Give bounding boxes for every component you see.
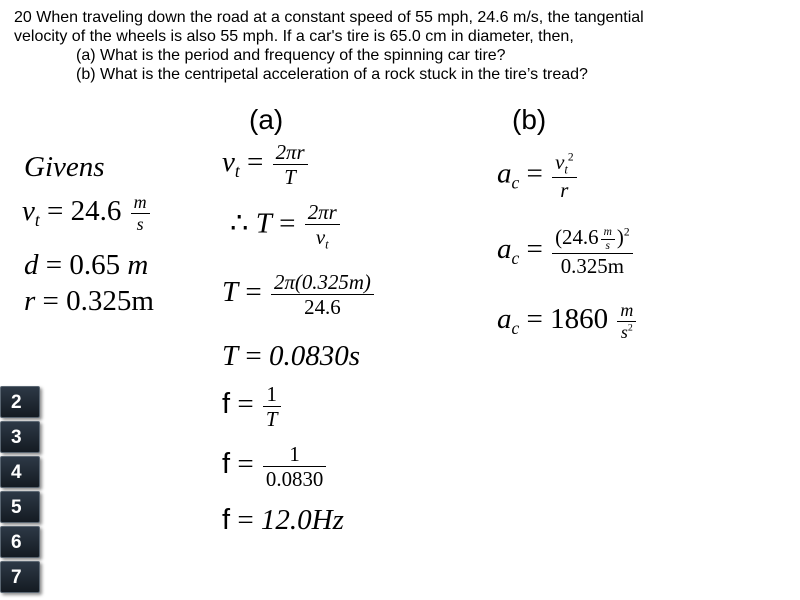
equation-T-substituted: T = $\frac{2\pi(0.325m)}{24.6}$	[222, 270, 376, 319]
slide-tab-5[interactable]: 5	[0, 491, 40, 523]
problem-statement	[14, 8, 790, 84]
equation-vt: $v_t$ = $\frac{2\pi r}{T}$	[222, 140, 310, 189]
equation-T-symbolic: ∴ T = $\frac{2\pi r}{v_t}$	[230, 200, 342, 252]
equation-T-sub-fraction: $\frac{2\pi(0.325m)}{24.6}$	[271, 270, 374, 319]
given-vt: $v_t = 24.6$ $\frac{m}{s}$	[22, 192, 152, 234]
slide-tab-4[interactable]: 4	[0, 456, 40, 488]
slide-tab-2[interactable]: 2	[0, 386, 40, 418]
equation-ac-symbolic: $a_c$ = $\frac{v_t^2}{r}$	[497, 150, 579, 202]
problem-part-a: (a) What is the period and frequency of the spinning car tire?	[76, 47, 506, 64]
part-b-heading: (b)	[512, 104, 547, 135]
slide-tab-6[interactable]: 6	[0, 526, 40, 558]
equation-f-symbolic: f = $\frac{1}{T}$	[222, 382, 283, 431]
slide-tabs	[0, 386, 44, 596]
given-vt-unit: $\frac{m}{s}$	[131, 192, 150, 234]
equation-T-fraction: $\frac{2\pi r}{v_t}$	[305, 200, 340, 252]
slide-tab-3[interactable]: 3	[0, 421, 40, 453]
givens-title: Givens	[24, 151, 105, 183]
equation-ac-substituted: $a_c$ = (24.6 $\frac{m}{s}$ )$^2$ 0.325m	[497, 225, 635, 278]
given-vt-value: 24.6	[70, 194, 122, 227]
part-a-heading: (a)	[249, 104, 284, 135]
given-r: r = 0.325m	[24, 285, 154, 317]
equation-ac-sub-fraction: (24.6 $\frac{m}{s}$ )$^2$ 0.325m	[552, 225, 632, 278]
problem-line-1: 20 When traveling down the road at a constant speed of 55 mph, 24.6 m/s, the tangential	[14, 9, 644, 26]
equation-f-sub-fraction: $\frac{1}{0.0830}$	[263, 442, 326, 491]
given-r-value: 0.325m	[66, 285, 154, 317]
equation-ac-fraction: $\frac{v_t^2}{r}$	[552, 150, 576, 202]
equation-f-substituted: f = $\frac{1}{0.0830}$	[222, 442, 328, 491]
equation-ac-unit: $\frac{m}{s^2}$	[617, 300, 636, 342]
equation-f-fraction: $\frac{1}{T}$	[263, 382, 281, 431]
equation-T-result: T = 0.0830s	[222, 340, 361, 372]
slide-tab-7[interactable]: 7	[0, 561, 40, 593]
given-d: d = 0.65 m	[24, 249, 149, 281]
problem-part-b: (b) What is the centripetal acceleration of a rock stuck in the tire’s tread?	[76, 66, 588, 83]
equation-f-result: f = 12.0Hz	[222, 504, 344, 536]
problem-line-2: velocity of the wheels is also 55 mph. If a car's tire is 65.0 cm in diameter, then,	[14, 28, 574, 45]
given-d-value: 0.65	[69, 249, 121, 281]
equation-ac-result: $a_c = 1860$ $\frac{m}{s^2}$	[497, 300, 638, 342]
equation-vt-fraction: $\frac{2\pi r}{T}$	[273, 140, 308, 189]
